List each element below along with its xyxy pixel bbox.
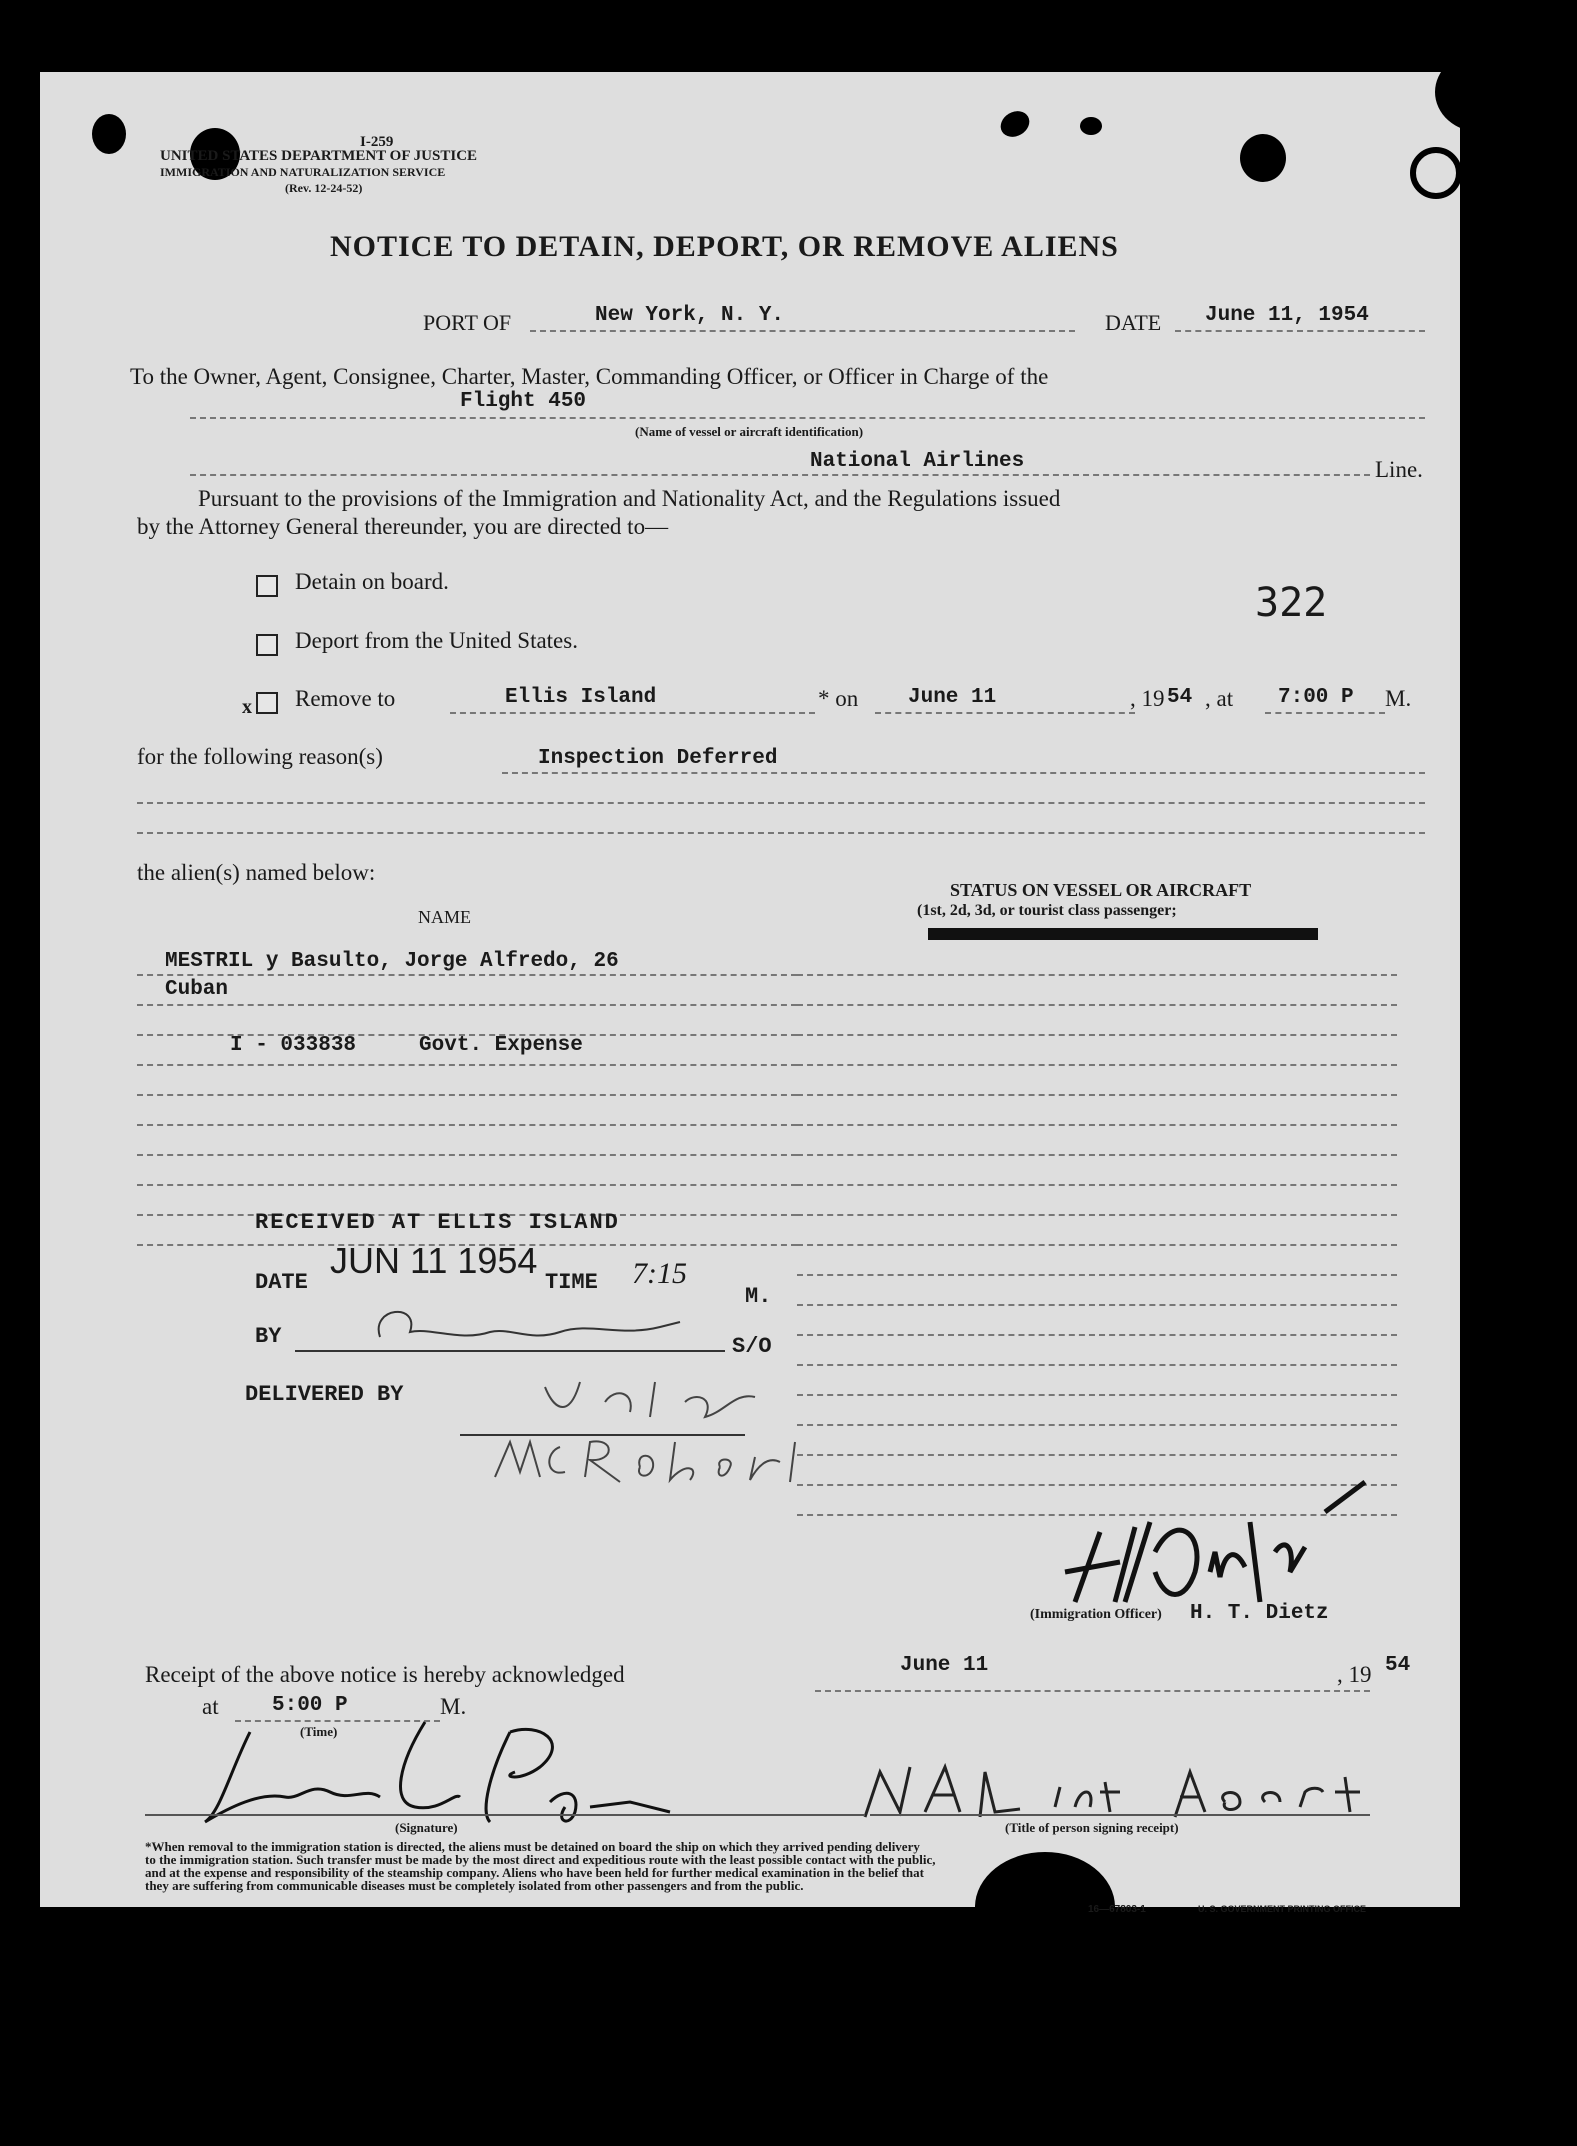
line-value: National Airlines [810,450,1025,473]
mcroberts-signature [485,1422,825,1492]
date-label: DATE [1105,310,1162,335]
stamp-date-label: DATE [255,1270,308,1295]
removal-on-label: * on [818,686,859,711]
aliens-label: the alien(s) named below: [137,860,376,885]
port-label: PORT OF [423,310,512,335]
deport-label: Deport from the United States. [295,628,578,653]
to-line: To the Owner, Agent, Consignee, Charter, Master, Commanding Officer, or Officer in Charge of the [130,364,1049,389]
stamp-received: RECEIVED AT ELLIS ISLAND [255,1210,620,1235]
service-name: IMMIGRATION AND NATURALIZATION SERVICE [160,165,446,179]
officer-signature [1045,1452,1375,1622]
removal-m: M. [1385,686,1412,711]
time-caption: (Time) [300,1724,338,1739]
department-header [160,148,477,180]
stamp-delivered-by-label: DELIVERED BY [245,1382,404,1407]
stamp-by-label: BY [255,1324,282,1349]
removal-place: Ellis Island [505,686,657,709]
removal-year: 54 [1167,686,1193,709]
receipt-date: June 11 [900,1654,989,1677]
title-caption: (Title of person signing receipt) [1005,1820,1179,1835]
redaction-bar [928,928,1318,940]
torn-edge [1435,52,1525,132]
footnote-line: to the immigration station. Such transfer must be made by the most direct and expeditious route with the least possible contact with the public, [145,1852,936,1867]
stamp-time-label: TIME [545,1270,598,1295]
detain-label: Detain on board. [295,569,449,594]
port-value: New York, N. Y. [595,304,785,327]
punch-hole [1080,117,1102,135]
receipt-at: at [202,1694,219,1719]
removal-time: 7:00 P [1278,686,1354,709]
receipt-year: 54 [1385,1654,1411,1677]
file-number: 322 [1255,580,1328,626]
name-column-header: NAME [418,907,471,927]
form-title: NOTICE TO DETAIN, DEPORT, OR REMOVE ALIENS [330,230,1119,263]
form-number: I-259 [360,134,394,150]
officer-name: H. T. Dietz [1190,1602,1329,1625]
officer-caption: (Immigration Officer) [1030,1607,1162,1622]
department-name: UNITED STATES DEPARTMENT OF JUSTICE [160,148,478,164]
reason-value: Inspection Deferred [538,747,778,770]
pursuant-line-1: Pursuant to the provisions of the Immigration and Nationality Act, and the Regulations issued [198,486,1061,511]
reason-label: for the following reason(s) [137,744,383,769]
vessel-value: Flight 450 [460,390,587,413]
stamp-m: M. [745,1284,772,1309]
vessel-caption: (Name of vessel or aircraft identification) [635,424,864,439]
stamp-by-signature [360,1297,700,1357]
footnote-line: and at the expense and responsibility of the steamship company. Aliens who have been held for further medical examination in the belief that [145,1865,924,1880]
punch-hole [1240,134,1286,182]
punch-hole [996,106,1034,142]
stamp-date: JUN 11 1954 [330,1240,538,1281]
form-revision: (Rev. 12-24-52) [285,181,363,195]
detain-checkbox[interactable] [256,575,278,597]
printing-code: 16—67803-1 [1088,1904,1146,1915]
alien-entry-file: I - 033838 Govt. Expense [230,1034,583,1057]
removal-year-prefix: , 19 [1130,686,1165,711]
deport-checkbox[interactable] [256,634,278,656]
removal-date: June 11 [908,686,997,709]
footnote-line: they are suffering from communicable diseases must be completely isolated from other passengers and from the public. [145,1878,804,1893]
remove-checkbox[interactable] [256,692,278,714]
pursuant-line-2: by the Attorney General thereunder, you are directed to— [137,514,669,539]
punch-hole [92,114,126,154]
printing-office: U. S. GOVERNMENT PRINTING OFFICE [1198,1904,1367,1914]
form-page [40,72,1460,1915]
remove-check-mark: x [242,696,252,718]
removal-at-label: , at [1205,686,1234,711]
footnote-line: *When removal to the immigration station is directed, the aliens must be detained on board the ship on which they arrived pending delivery [145,1839,920,1854]
line-label: Line. [1375,457,1423,482]
receipt-year-prefix: , 19 [1337,1662,1372,1687]
status-column-subheader: (1st, 2d, 3d, or tourist class passenger; [917,902,1177,919]
date-value: June 11, 1954 [1205,304,1369,327]
stamp-time: 7:15 [632,1257,687,1290]
stamp-so: S/O [732,1334,772,1359]
receipt-text: Receipt of the above notice is hereby acknowledged [145,1662,625,1687]
receipt-m: M. [440,1694,467,1719]
footnote [145,1840,935,1892]
receipt-time: 5:00 P [272,1694,348,1717]
punch-hole [1410,147,1462,199]
status-column-header: STATUS ON VESSEL OR AIRCRAFT [950,880,1252,900]
alien-entry-nationality: Cuban [165,978,229,1001]
remove-label: Remove to [295,686,396,711]
signature-caption: (Signature) [395,1820,458,1835]
alien-entry-name: MESTRIL y Basulto, Jorge Alfredo, 26 [165,950,619,973]
